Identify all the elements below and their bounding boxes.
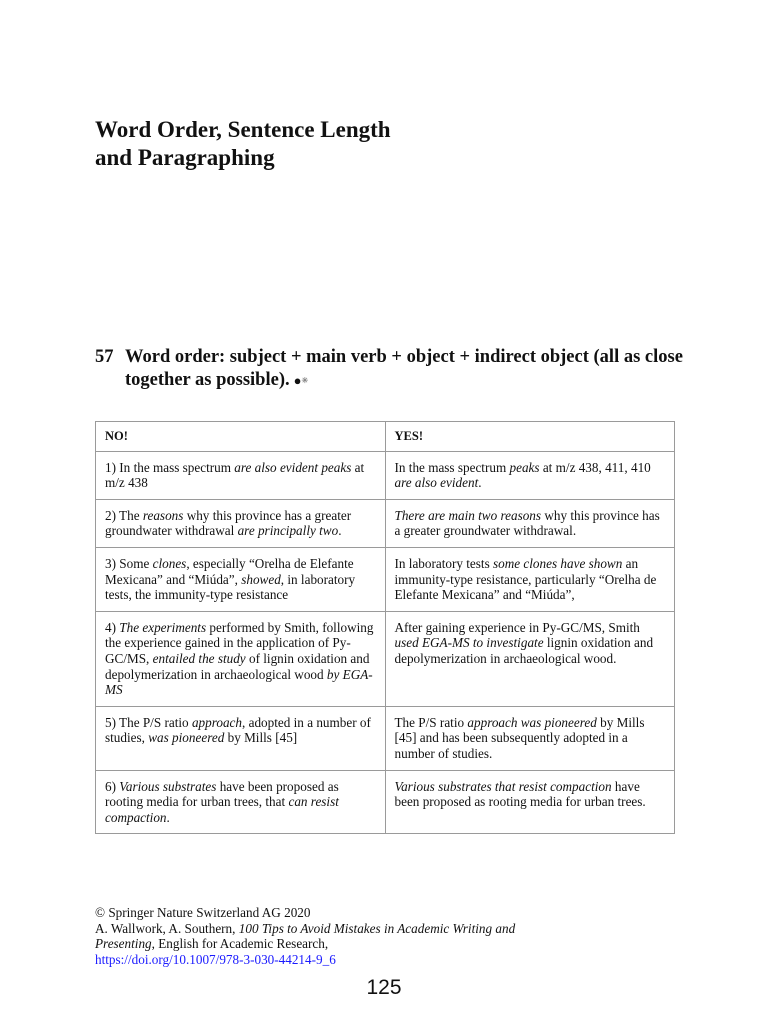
table-row xyxy=(96,451,675,499)
no-example-cell xyxy=(96,499,386,547)
text: of lignin oxidation and depolymerization in archaeological wood xyxy=(105,650,370,682)
yes-example-cell xyxy=(385,706,675,770)
text: have been proposed as rooting media for urban trees. xyxy=(394,778,646,810)
italic-text: entailed the study xyxy=(152,650,246,666)
italic-text: showed xyxy=(241,571,281,587)
section-heading xyxy=(95,346,695,392)
italic-text: reasons xyxy=(142,507,184,523)
italic-text: are principally two xyxy=(237,523,339,539)
header-no: NO! xyxy=(96,422,386,452)
table-row xyxy=(96,547,675,611)
text: , in laboratory tests, the immunity-type resistance xyxy=(105,571,356,603)
text: . xyxy=(338,523,342,539)
no-example-cell xyxy=(96,770,386,834)
italic-text: There are main two reasons xyxy=(394,507,542,523)
italic-text: by EGA-MS xyxy=(105,666,373,698)
bomb-icon: ●✳ xyxy=(293,373,309,388)
italic-text: some clones have shown xyxy=(493,555,623,571)
text: at m/z 438 xyxy=(105,459,365,491)
table-row xyxy=(96,770,675,834)
doi-link[interactable]: https://doi.org/10.1007/978-3-030-44214-9_6 xyxy=(95,951,336,967)
yes-example-cell xyxy=(385,611,675,706)
copyright: © Springer Nature Switzerland AG 2020 xyxy=(95,905,311,920)
text: performed by Smith, following the experience gained in the application of Py-GC/MS, xyxy=(105,619,374,666)
italic-text: approach xyxy=(191,714,242,730)
text: 3) Some xyxy=(105,555,153,571)
text: why this province has a greater groundwater withdrawal. xyxy=(394,507,660,539)
yes-example-cell xyxy=(385,451,675,499)
italic-text: used EGA-MS to investigate xyxy=(394,635,544,651)
chapter-title-line-2: and Paragraphing xyxy=(95,145,275,170)
yes-example-cell xyxy=(385,547,675,611)
text: . xyxy=(166,809,170,825)
table-row xyxy=(96,706,675,770)
book-title: 100 Tips to Avoid Mistakes in Academic Writing and Presenting xyxy=(95,920,516,952)
italic-text: are also evident peaks xyxy=(234,459,352,475)
text: at m/z 438, 411, 410 xyxy=(539,459,651,475)
italic-text: was pioneered xyxy=(148,730,225,746)
text: by Mills [45] xyxy=(224,730,298,746)
no-example-cell xyxy=(96,547,386,611)
text: 1) In the mass spectrum xyxy=(105,459,235,475)
text: lignin oxidation and depolymerization in archaeological wood. xyxy=(394,635,654,666)
yes-example-cell xyxy=(385,499,675,547)
italic-text: The experiments xyxy=(119,619,207,635)
yes-example-cell xyxy=(385,770,675,834)
text: why this province has a greater groundwater withdrawal xyxy=(105,507,352,539)
no-example-cell xyxy=(96,611,386,706)
text: . xyxy=(478,475,482,491)
text: 6) xyxy=(105,778,120,794)
text: In laboratory tests xyxy=(394,555,494,571)
text: have been proposed as rooting media for urban trees, that xyxy=(105,778,339,810)
section-title: Word order: subject + main verb + object + indirect object (all as close together as possible). xyxy=(125,347,683,390)
page-number: 125 xyxy=(366,976,402,999)
text: 5) The P/S ratio xyxy=(105,714,192,730)
authors: A. Wallwork, A. Southern, xyxy=(95,920,239,936)
text: In the mass spectrum xyxy=(394,459,510,475)
italic-text: are also evident xyxy=(394,475,479,491)
text: , especially “Orelha de Elefante Mexicana” and “Miúda”, xyxy=(105,555,354,587)
text: an immunity-type resistance, particularly “Orelha de Elefante Mexicana” and “Miúda”, xyxy=(394,555,657,603)
italic-text: can resist compaction xyxy=(105,794,339,825)
no-example-cell xyxy=(96,451,386,499)
header-yes: YES! xyxy=(385,422,675,452)
italic-text: approach was pioneered xyxy=(467,714,597,730)
comparison-table xyxy=(95,421,675,834)
text: , adopted in a number of studies, xyxy=(105,714,371,746)
series: , English for Academic Research, xyxy=(151,936,329,952)
text: 4) xyxy=(105,619,120,635)
table-row xyxy=(96,499,675,547)
italic-text: Various substrates xyxy=(119,778,217,794)
table-row xyxy=(96,611,675,706)
italic-text: peaks xyxy=(509,459,540,475)
chapter-title-line-1: Word Order, Sentence Length xyxy=(95,117,391,142)
italic-text: clones xyxy=(152,555,187,571)
text: After gaining experience in Py-GC/MS, Smith xyxy=(394,619,640,635)
footer-citation xyxy=(95,905,555,967)
text: by Mills [45] and has been subsequently adopted in a number of studies. xyxy=(394,714,645,761)
italic-text: Various substrates that resist compaction xyxy=(394,778,612,794)
text: The P/S ratio xyxy=(394,714,468,730)
section-number: 57 xyxy=(95,347,114,367)
no-example-cell xyxy=(96,706,386,770)
chapter-title xyxy=(95,116,391,172)
text: 2) The xyxy=(105,507,143,523)
